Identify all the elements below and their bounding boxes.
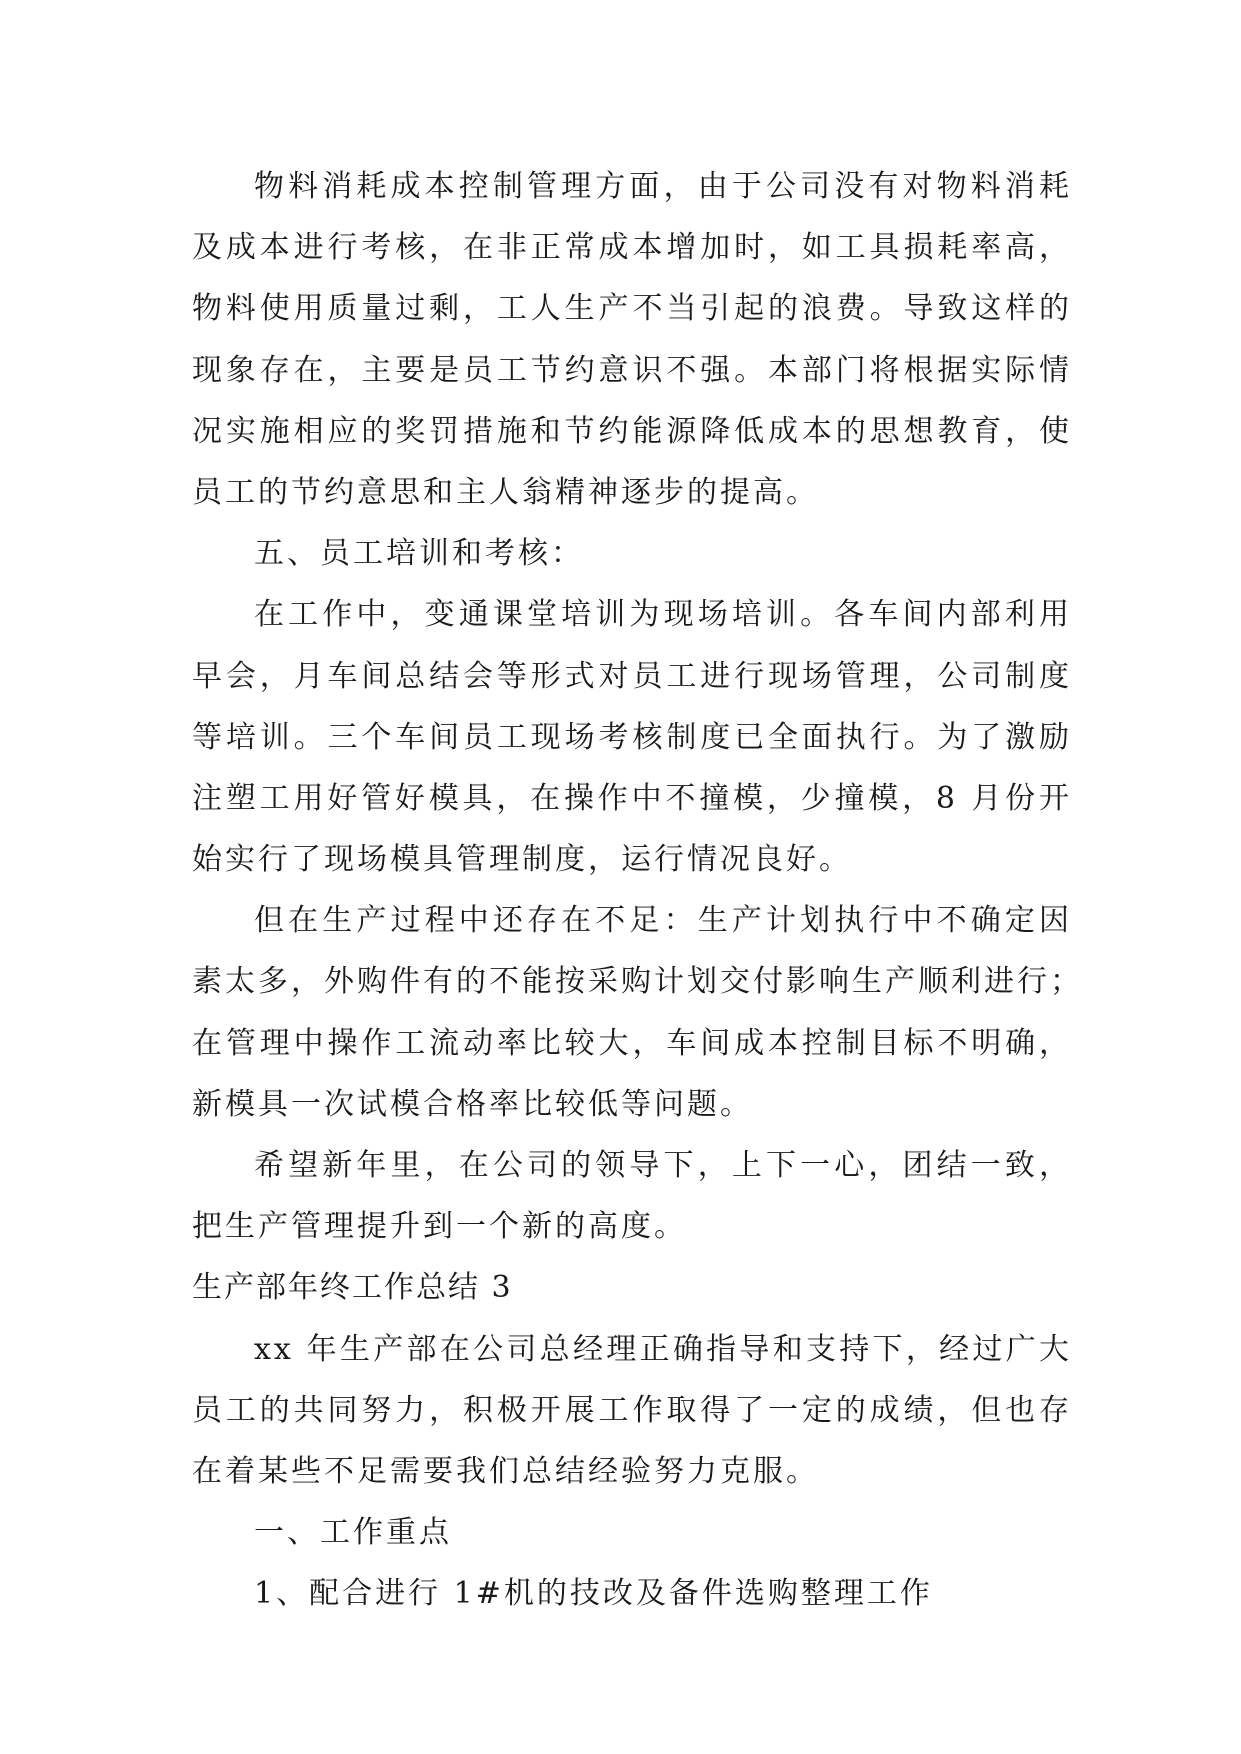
text-line: 始实行了现场模具管理制度，运行情况良好。: [192, 842, 852, 878]
text-line: 等培训。三个车间员工现场考核制度已全面执行。为了激励: [192, 719, 1072, 755]
text-line: 早会，月车间总结会等形式对员工进行现场管理，公司制度: [192, 658, 1072, 694]
text-line: xx 年生产部在公司总经理正确指导和支持下，经过广大: [254, 1331, 1072, 1367]
text-line: 新模具一次试模合格率比较低等问题。: [192, 1086, 753, 1122]
text-line: 在工作中，变通课堂培训为现场培训。各车间内部利用: [254, 597, 1072, 633]
text-line: 素太多，外购件有的不能按采购计划交付影响生产顺利进行；: [192, 964, 1083, 1000]
text-line: 现象存在，主要是员工节约意识不强。本部门将根据实际情: [192, 352, 1072, 388]
document-title: 生产部年终工作总结 3: [192, 1270, 513, 1306]
text-line: 希望新年里，在公司的领导下，上下一心，团结一致，: [254, 1148, 1072, 1183]
text-line: 注塑工用好管好模具，在操作中不撞模，少撞模，8 月份开: [192, 780, 1072, 816]
text-line: 在管理中操作工流动率比较大，车间成本控制目标不明确，: [192, 1025, 1072, 1061]
text-line: 但在生产过程中还存在不足：生产计划执行中不确定因: [254, 903, 1072, 939]
list-item: 1、配合进行 1#机的技改及备件选购整理工作: [254, 1576, 933, 1612]
text-line: 员工的节约意思和主人翁精神逐步的提高。: [192, 474, 819, 510]
text-line: 物料使用质量过剩，工人生产不当引起的浪费。导致这样的: [192, 291, 1072, 327]
text-line: 在着某些不足需要我们总结经验努力克服。: [192, 1453, 819, 1489]
text-line: 及成本进行考核，在非正常成本增加时，如工具损耗率高，: [192, 230, 1072, 266]
document-body: [192, 156, 1083, 1625]
text-line: 况实施相应的奖罚措施和节约能源降低成本的思想教育，使: [192, 413, 1072, 449]
text-line: 员工的共同努力，积极开展工作取得了一定的成绩，但也存: [192, 1392, 1072, 1428]
text-line: 把生产管理提升到一个新的高度。: [192, 1209, 687, 1245]
section-heading: 五、员工培训和考核：: [254, 536, 584, 572]
text-line: 物料消耗成本控制管理方面，由于公司没有对物料消耗: [254, 169, 1072, 204]
section-heading: 一、工作重点: [254, 1515, 452, 1551]
